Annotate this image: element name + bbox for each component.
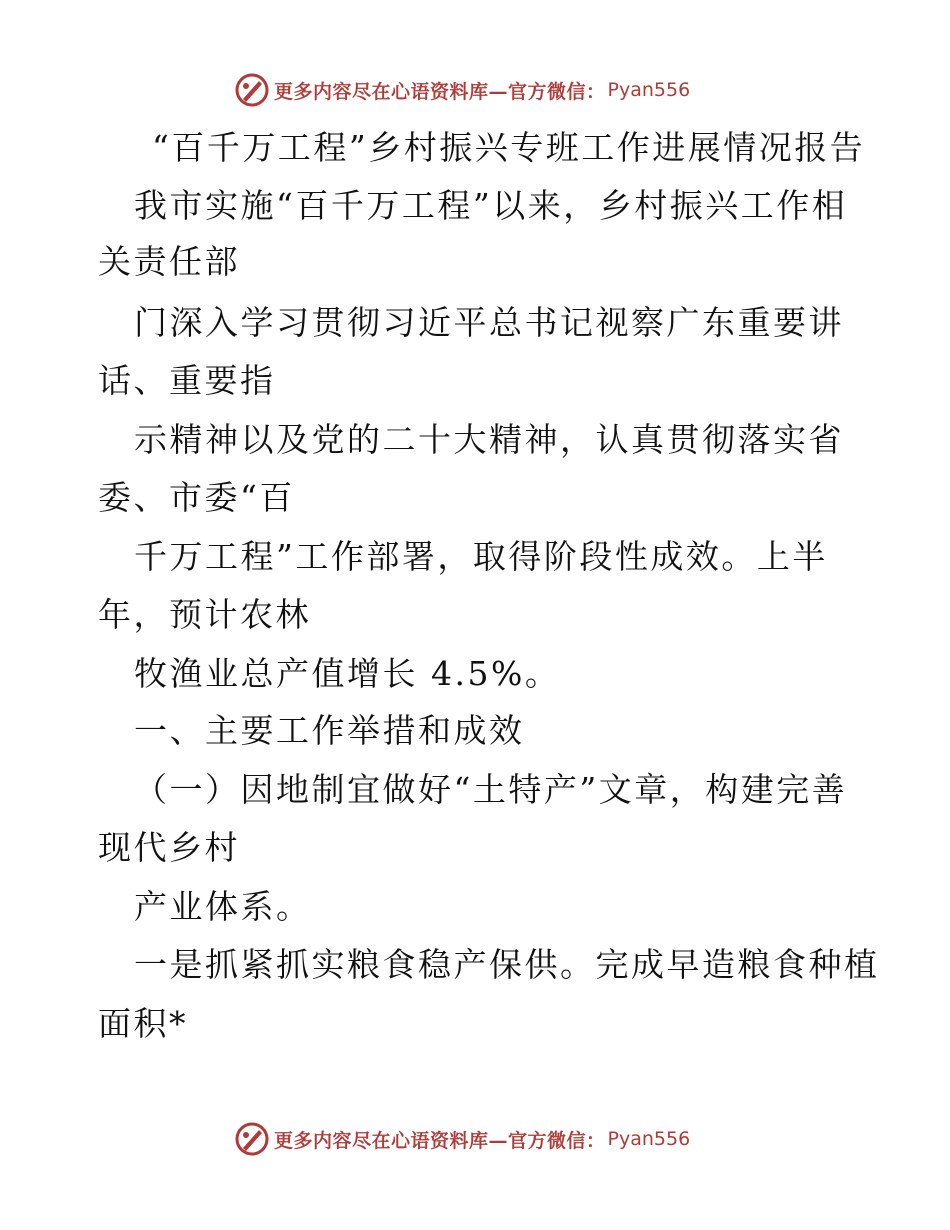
watermark-text: 更多内容尽在心语资料库—官方微信： <box>274 80 606 103</box>
watermark-wechat-id: Pyan556 <box>607 79 691 101</box>
paragraph-line: 年，预计农林 <box>98 595 311 634</box>
paragraph-line: 一是抓紧抓实粮食稳产保供。完成早造粮食种植 <box>134 945 880 984</box>
paragraph-line: 委、市委“百 <box>98 478 295 517</box>
paragraph-line: 话、重要指 <box>98 361 276 400</box>
pen-seal-icon <box>234 1121 270 1157</box>
paragraph-line: 千万工程”工作部署，取得阶段性成效。上半 <box>134 537 828 576</box>
paragraph-line: 关责任部 <box>98 242 240 281</box>
paragraph-line: 门深入学习贯彻习近平总书记视察广东重要讲 <box>134 303 844 342</box>
paragraph-line: 面积* <box>98 1004 188 1043</box>
paragraph-line: 产业体系。 <box>134 887 312 926</box>
subsection-heading: （一）因地制宜做好“土特产”文章，构建完善 <box>134 770 848 809</box>
paragraph-line: 现代乡村 <box>98 828 240 867</box>
pen-seal-icon <box>234 72 270 108</box>
watermark-header <box>234 72 690 108</box>
watermark-wechat-id: Pyan556 <box>607 1128 691 1150</box>
paragraph-line: 牧渔业总产值增长 4.5%。 <box>134 654 561 693</box>
document-title: “百千万工程”乡村振兴专班工作进展情况报告 <box>152 128 866 167</box>
section-heading: 一、主要工作举措和成效 <box>134 711 525 750</box>
paragraph-line: 我市实施“百千万工程”以来，乡村振兴工作相 <box>134 186 848 225</box>
watermark-footer <box>234 1121 690 1157</box>
watermark-text: 更多内容尽在心语资料库—官方微信： <box>274 1129 606 1152</box>
paragraph-line: 示精神以及党的二十大精神，认真贯彻落实省 <box>134 420 844 459</box>
